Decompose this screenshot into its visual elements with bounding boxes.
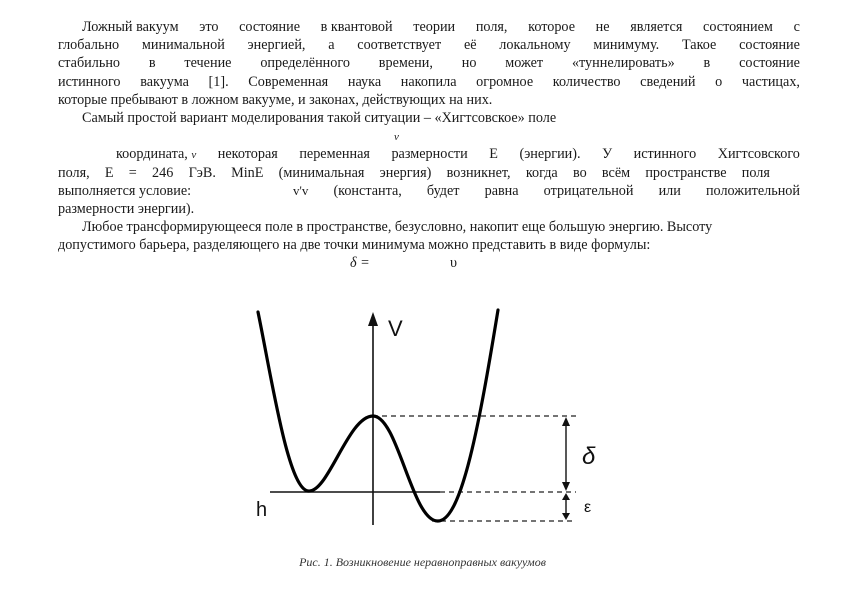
word: а [328,37,335,54]
word: сведений [640,73,696,90]
p2-line-4 [58,164,800,182]
word: равна [484,182,519,199]
word: истинного [633,146,697,163]
p2-line-6: размерности энергии). [58,200,195,217]
word: энергией, [247,37,306,54]
word: стабильно [58,55,121,72]
word: всём [601,164,631,181]
word: координата, v [116,146,197,163]
epsilon-arrow-bottom [562,513,570,520]
word: во [572,164,587,181]
word: «туннелировать» [571,55,675,72]
word: пространстве [645,164,727,181]
variable-symbol: v [394,131,399,144]
p2-line-1: Самый простой вариант моделирования такой ситуации – «Хигтсовское» поле [82,109,557,126]
word: огромное [476,73,534,90]
label-h: h [256,499,268,521]
delta-arrow-top [562,417,570,426]
word: будет [426,182,460,199]
word: минимуму. [593,37,660,54]
word: теории [413,19,456,35]
word: в квантовой [320,19,393,35]
word: (минимальная [278,164,365,181]
v-axis-arrowhead [368,312,378,326]
word: частицах, [741,73,800,90]
word: глобально [58,37,120,54]
word: положительной [705,182,800,199]
word: возникнет, [446,164,511,181]
word: поля, [475,19,508,35]
word: может [505,55,544,72]
formula-line [58,254,800,272]
word: MinE [231,164,264,181]
delta-arrow-bottom [562,482,570,491]
word: но [461,55,477,72]
body-text [58,18,800,273]
word: истинного [58,73,121,90]
word: её [463,37,477,54]
word: Ложный вакуум [82,19,179,35]
word: E [104,164,114,181]
axis-label-v: V [388,316,403,341]
p1-line-3 [58,54,800,72]
word: накопила [400,73,457,90]
p1-line-1 [58,18,800,36]
word: переменная [299,146,370,163]
word: является [630,19,683,35]
word: энергия) [379,164,432,181]
word: вакуума [140,73,189,90]
p2-symbol-line [58,127,800,145]
label-epsilon: ε [584,499,592,516]
word: выполняется условие: [58,182,192,199]
word: количество [552,73,621,90]
word: когда [525,164,558,181]
p2-line-5-rest [293,182,800,200]
word: минимальной [141,37,225,54]
word: определённого [260,55,350,72]
word: это [199,19,219,35]
label-delta: δ [582,443,596,470]
p1-line-2 [58,36,800,54]
word: или [658,182,681,199]
word: E [489,146,498,163]
word: Современная [248,73,329,90]
word: состояние [239,19,300,35]
word: Такое [681,37,717,54]
word: которое [528,19,575,35]
word: [1]. [208,73,229,90]
word: (константа, [333,182,402,199]
word: времени, [378,55,433,72]
word: поля [741,164,770,181]
word: = [128,164,137,181]
p3-line-1: Любое трансформирующееся поле в пространстве, безусловно, накопит еще большую энергию. Высоту [82,219,713,236]
word: ГэВ. [188,164,216,181]
word: наука [347,73,382,90]
p2-line-5 [58,182,800,200]
word: с [793,19,800,35]
potential-figure [240,300,620,540]
word: состояние [739,37,800,54]
word: локальному [499,37,571,54]
word: в [703,55,711,72]
p1-line-4 [58,73,800,91]
p2-line-3 [58,145,800,163]
word: соответствует [357,37,442,54]
formula-right: υ [450,255,458,272]
p3-line-2: допустимого барьера, разделяющего на две точки минимума можно представить в виде формулы: [58,237,651,254]
word: состоянием [703,19,773,35]
word: У [602,146,613,163]
word: отрицательной [543,182,634,199]
word: 246 [152,164,174,181]
word: не [595,19,610,35]
word: состояние [739,55,800,72]
word: о [715,73,723,90]
formula-left: δ = [350,255,370,272]
condition-symbol: v'v [293,182,309,198]
word: размерности [391,146,468,163]
word: поля, [58,164,90,181]
p1-line-5: которые пребывают в ложном вакууме, и законах, действующих на них. [58,91,493,108]
word: Хигтсовского [717,146,800,163]
word: некоторая [217,146,278,163]
figure-caption: Рис. 1. Возникновение неравноправных вакуумов [299,555,546,569]
word: в [148,55,156,72]
word: течение [184,55,232,72]
epsilon-arrow-top [562,493,570,500]
word: (энергии). [519,146,581,163]
